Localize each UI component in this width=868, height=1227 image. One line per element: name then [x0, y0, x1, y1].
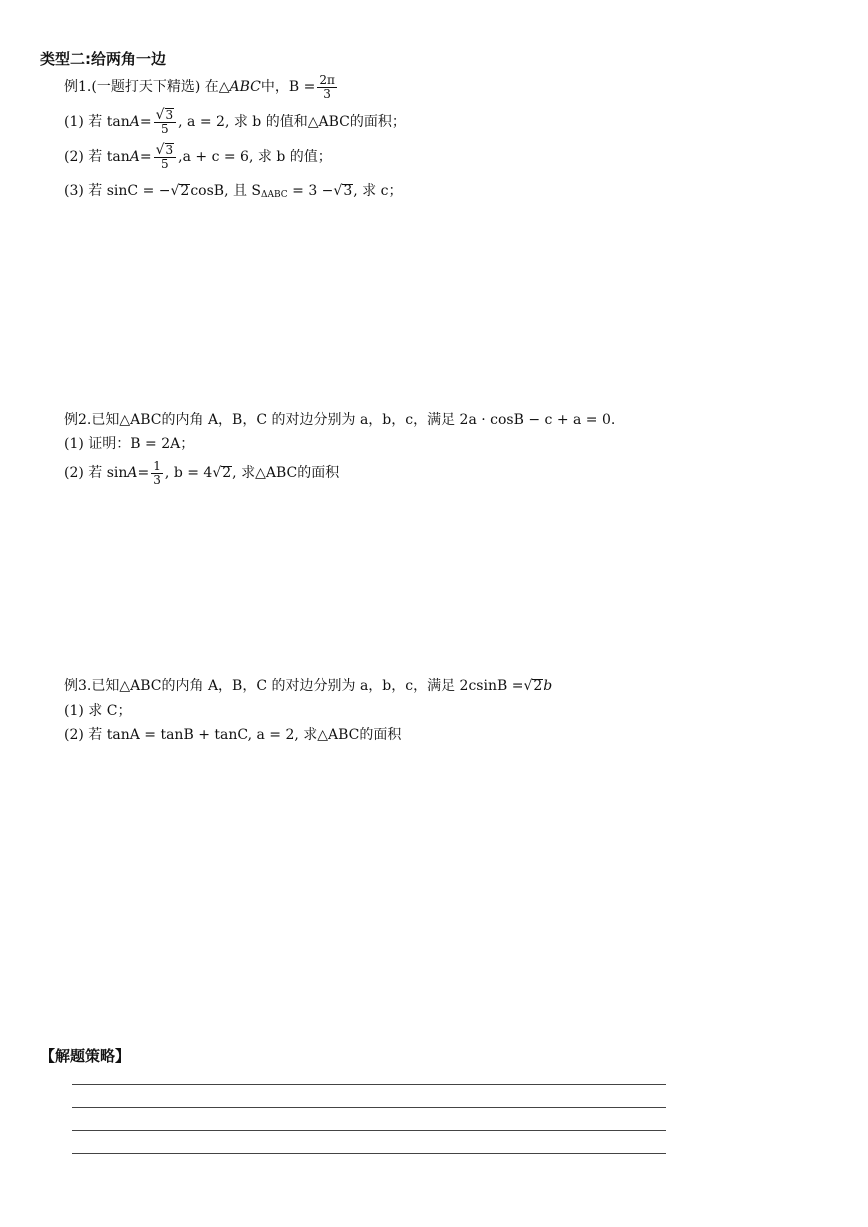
part-equals: =: [139, 114, 152, 130]
area-subscript: ΔABC: [261, 190, 288, 200]
example2-part1: (1) 证明：B = 2A；: [64, 436, 195, 452]
answer-line: [72, 1084, 666, 1085]
part-text-2: , b = 4: [164, 465, 213, 481]
example3-part1: (1) 求 C；: [64, 703, 132, 719]
radicand: 2: [533, 678, 543, 694]
example1-intro-text: 例1.(一题打天下精选) 在△: [64, 79, 230, 95]
fraction-numerator: √ 3: [154, 108, 177, 123]
part-text: (2) 若 tan: [64, 149, 130, 165]
example3-part2: (2) 若 tanA = tanB + tanC, a = 2, 求△ABC的面积: [64, 727, 402, 743]
example1-part3: [64, 180, 402, 202]
intro-variable: b: [543, 678, 553, 694]
answer-line: [72, 1107, 666, 1108]
fraction-denominator: 5: [161, 122, 169, 136]
example1-triangle-name: ABC: [229, 79, 261, 95]
sqrt-expression: √ 2: [170, 183, 190, 199]
example2-intro: 例2.已知△ABC的内角 A，B，C 的对边分别为 a，b，c，满足 2a · cosB − c + a = 0.: [64, 412, 616, 428]
part-text-2: ,a + c = 6, 求 b 的值；: [178, 149, 332, 165]
part-text: (3) 若 sinC = −: [64, 183, 171, 199]
section-title: 类型二:给两角一边: [40, 50, 166, 68]
tan-a-fraction: [154, 143, 177, 171]
part-variable: A: [129, 114, 140, 130]
example2-part2: [64, 457, 339, 489]
radicand: 3: [343, 183, 353, 199]
fraction-numerator: 1: [153, 458, 161, 473]
example1-part1: [64, 106, 406, 138]
fraction-denominator: 5: [161, 157, 169, 171]
part-variable: A: [127, 465, 138, 481]
tan-a-fraction: [154, 108, 177, 136]
sqrt-expression: √ 2: [212, 465, 232, 481]
example3-intro: [64, 675, 552, 697]
intro-text: 例3.已知△ABC的内角 A，B，C 的对边分别为 a，b，c，满足 2csinB =: [64, 678, 524, 694]
fraction-denominator: 3: [323, 86, 331, 101]
example1-intro-text-2: 中，B =: [260, 79, 316, 95]
part-variable: A: [129, 149, 140, 165]
fraction-denominator: 3: [153, 472, 161, 487]
answer-line: [72, 1153, 666, 1154]
part-text-2: , a = 2, 求 b 的值和△ABC的面积；: [178, 114, 406, 130]
radicand: 3: [165, 143, 174, 157]
radicand: 2: [222, 465, 232, 481]
radicand: 3: [165, 108, 174, 122]
part-text: (1) 若 tan: [64, 114, 130, 130]
example1-part2: [64, 141, 332, 173]
part-text: (2) 若 sin: [64, 465, 128, 481]
angle-b-fraction: [317, 74, 337, 101]
example1-intro: [64, 72, 339, 102]
fraction-numerator: √ 3: [154, 143, 177, 158]
sqrt-expression: √ 2: [523, 678, 543, 694]
strategy-title: 【解题策略】: [40, 1047, 131, 1065]
part-text-2: cosB, 且 S: [190, 183, 262, 199]
sqrt-expression: √ 3: [333, 183, 353, 199]
answer-line: [72, 1130, 666, 1131]
fraction-numerator: 2π: [319, 72, 335, 87]
part-text-3: , 求△ABC的面积: [232, 465, 340, 481]
part-equals: =: [139, 149, 152, 165]
part-equals: =: [137, 465, 150, 481]
radicand: 2: [180, 183, 190, 199]
part-text-4: , 求 c；: [353, 183, 403, 199]
sin-a-fraction: [151, 460, 163, 487]
part-text-3: = 3 −: [287, 183, 334, 199]
